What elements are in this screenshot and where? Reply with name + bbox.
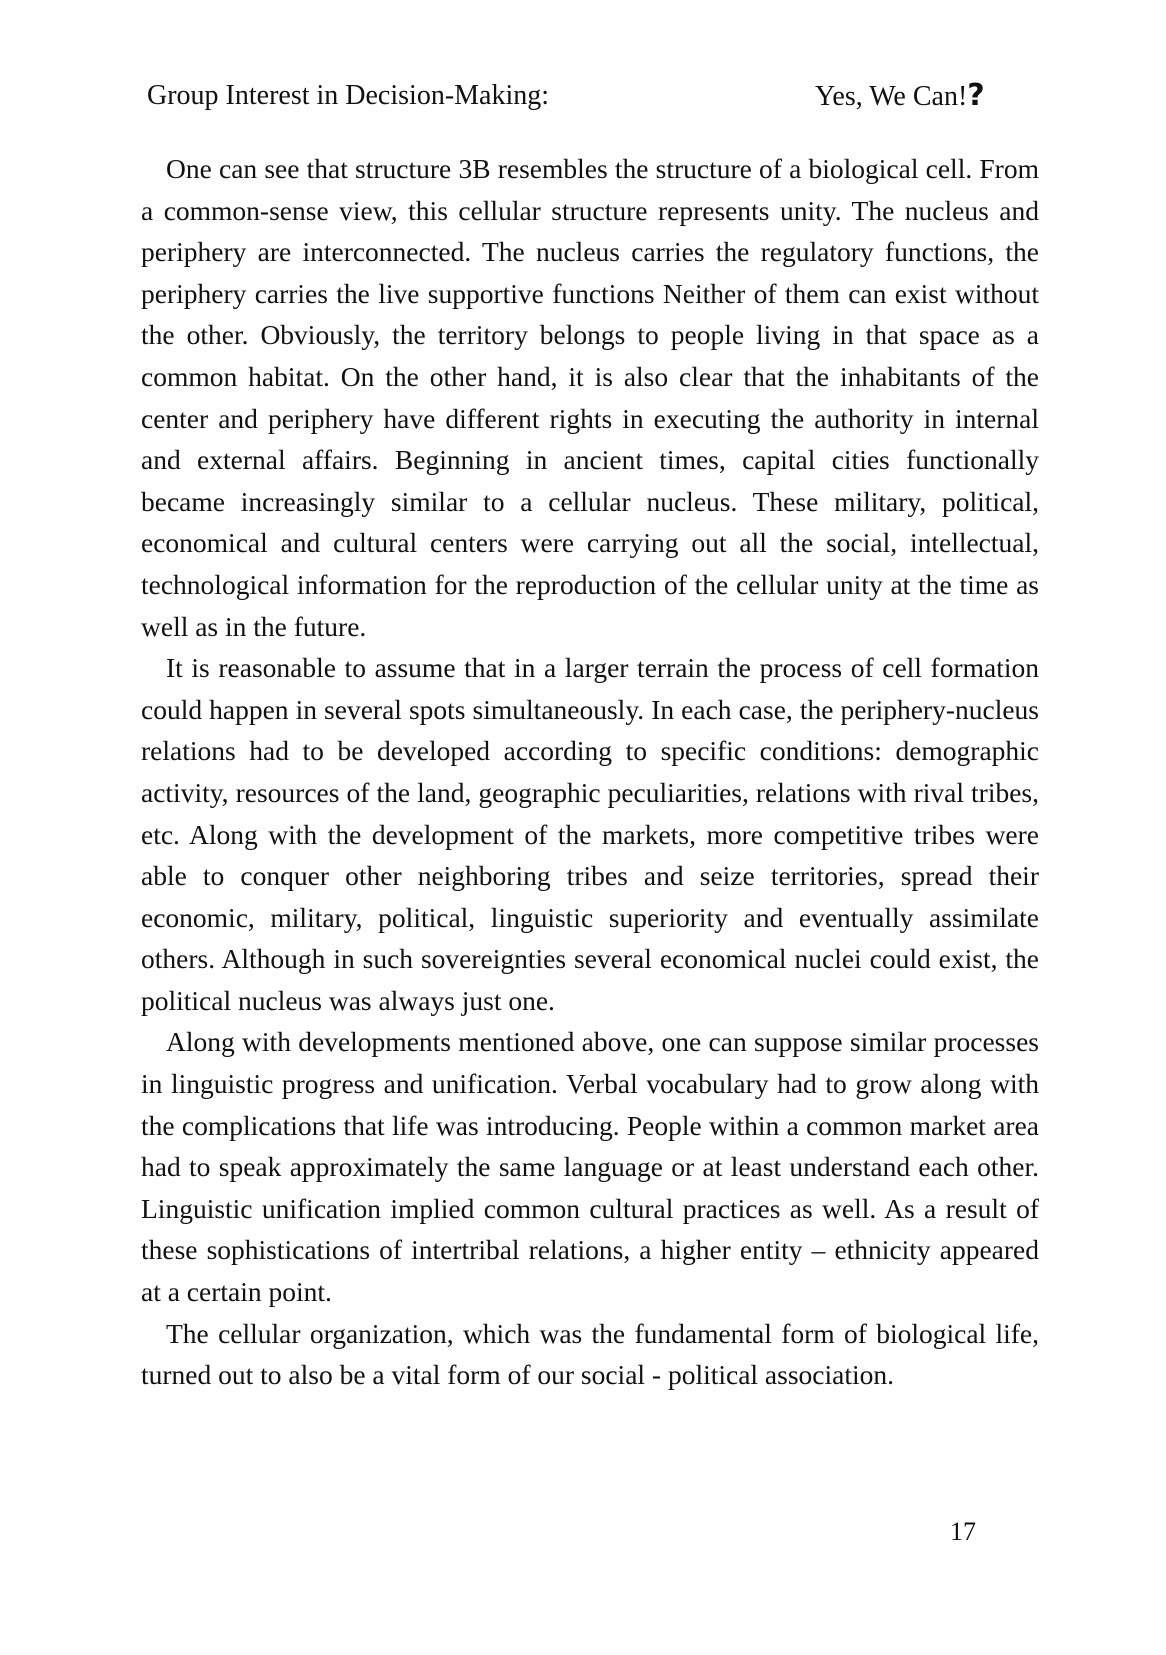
body-text (141, 148, 1039, 1396)
running-header-right (815, 74, 985, 119)
page-number: 17 (950, 1517, 976, 1546)
running-header (147, 74, 1005, 118)
running-header-right-title: Yes, We Can! (815, 81, 968, 112)
running-header-title: Group Interest in Decision-Making: (147, 80, 550, 111)
paragraph-linguistic-unification: Along with developments mentioned above, one can suppose similar processes in linguistic progress and unification. Verbal vocabulary had to grow along with the complications that life was introducing. People within a common market area had to speak approximately the same language or at least understand each other. Linguistic unification implied common cultural practices as well. As a result of these sophistications of intertribal relations, a higher entity – ethnicity appeared at a certain point. (141, 1026, 1039, 1308)
question-mark-glyph: ? (967, 78, 985, 113)
paragraph-cellular-structure: One can see that structure 3B resembles the structure of a biological cell. From a common-sense view, this cellular structure represents unity. The nucleus and periphery are interconnected. The nucleus carries the regulatory functions, the periphery carries the live supportive functions Neither of them can exist without the other. Obviously, the territory belongs to people living in that space as a common habitat. On the other hand, it is also clear that the inhabitants of the center and periphery have different rights in executing the authority in internal and external affairs. Beginning in ancient times, capital cities functionally became increasingly similar to a cellular nucleus. These military, political, economical and cultural centers were carrying out all the social, intellectual, technological information for the reproduction of the cellular unity at the time as well as in the future. (141, 153, 1039, 642)
paragraph-cell-formation: It is reasonable to assume that in a larger terrain the process of cell formation could happen in several spots simultaneously. In each case, the periphery-nucleus relations had to be developed according to specific conditions: demographic activity, resources of the land, geographic peculiarities, relations with rival tribes, etc. Along with the development of the markets, more competitive tribes were able to conquer other neighboring tribes and seize territories, spread their economic, military, political, linguistic superiority and eventually assimilate others. Although in such sovereignties several economical nuclei could exist, the political nucleus was always just one. (141, 652, 1039, 1016)
paragraph-cellular-organization: The cellular organization, which was the fundamental form of biological life, turned out to also be a vital form of our social - political association. (141, 1317, 1039, 1391)
